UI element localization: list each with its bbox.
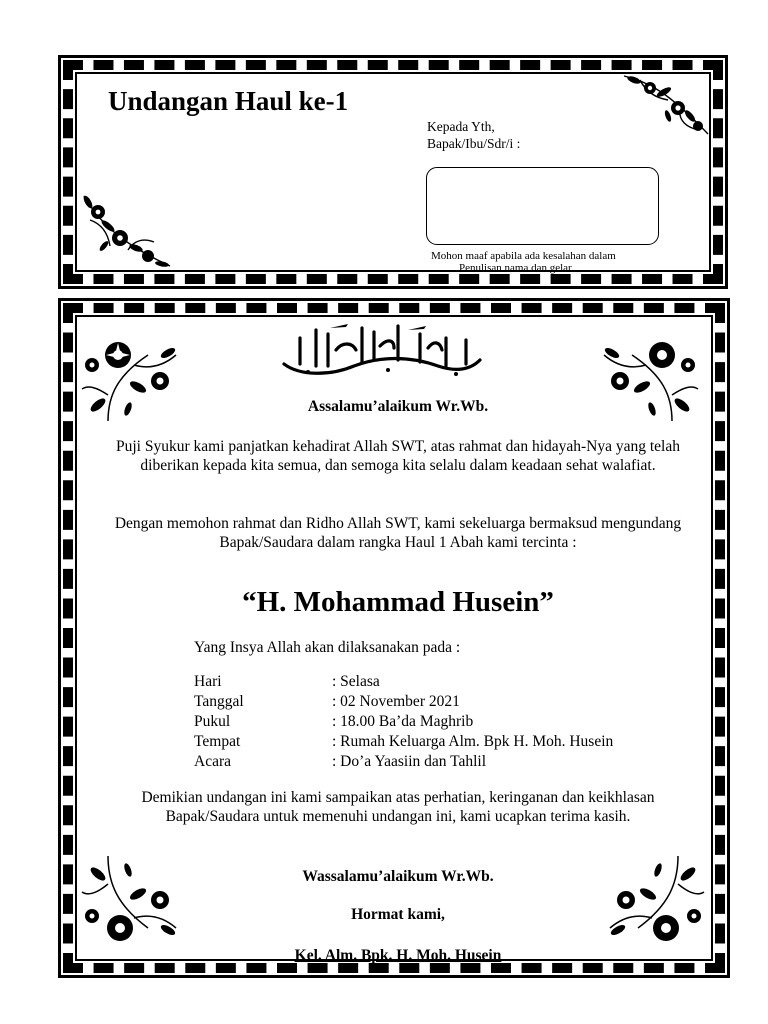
detail-value: : Selasa	[332, 673, 380, 690]
recipient-salutation: Kepada Yth,	[427, 119, 495, 134]
detail-row-place	[194, 732, 694, 752]
floral-ornament-bottom-left	[78, 190, 174, 272]
recipient-name-box[interactable]	[426, 167, 659, 245]
detail-row-date	[194, 692, 694, 712]
detail-label: Hari	[194, 673, 222, 690]
invitation-paragraph: Dengan memohon rahmat dan Ridho Allah SWT, kami sekeluarga bermaksud mengundang Bapak/Saudara dalam rangka Haul 1 Abah kami tercinta :	[114, 515, 682, 551]
regards-text: Hormat kami,	[351, 906, 445, 923]
schedule-intro: Yang Insya Allah akan dilaksanakan pada :	[194, 639, 461, 656]
honoree-name: “H. Mohammad Husein”	[242, 586, 554, 618]
basmalah-calligraphy	[270, 320, 490, 382]
detail-label: Tempat	[194, 733, 241, 750]
detail-label: Tanggal	[194, 693, 244, 710]
detail-value: : Do’a Yaasiin dan Tahlil	[332, 753, 487, 770]
apology-note-line2: Penulisan nama dan gelar	[459, 262, 572, 274]
recipient-label: Bapak/Ibu/Sdr/i :	[427, 136, 521, 151]
detail-row-day	[194, 672, 694, 692]
floral-ornament-top-right	[620, 72, 712, 142]
closing-paragraph: Demikian undangan ini kami sampaikan atas perhatian, keringanan dan keikhlasan Bapak/Saudara untuk memenuhi undangan ini, kami ucapkan terima kasih.	[141, 789, 655, 825]
detail-label: Pukul	[194, 713, 231, 730]
closing-greeting: Wassalamu’alaikum Wr.Wb.	[302, 868, 494, 885]
gratitude-paragraph: Puji Syukur kami panjatkan kehadirat Allah SWT, atas rahmat dan hidayah-Nya yang telah diberikan kepada kita semua, dan semoga kita selalu dalam keadaan sehat walafiat.	[115, 438, 680, 474]
invitation-title: Undangan Haul ke-1	[108, 86, 349, 116]
opening-greeting: Assalamu’alaikum Wr.Wb.	[307, 398, 489, 415]
detail-row-event	[194, 752, 694, 772]
detail-value: : 18.00 Ba’da Maghrib	[332, 713, 474, 730]
detail-row-time	[194, 712, 694, 732]
signer-name: Kel. Alm. Bpk. H. Moh. Husein	[294, 947, 502, 964]
detail-value: : Rumah Keluarga Alm. Bpk H. Moh. Husein	[332, 733, 614, 750]
event-details	[194, 672, 694, 772]
detail-label: Acara	[194, 753, 231, 770]
detail-value: : 02 November 2021	[332, 693, 460, 710]
apology-note-line1: Mohon maaf apabila ada kesalahan dalam	[431, 250, 616, 262]
